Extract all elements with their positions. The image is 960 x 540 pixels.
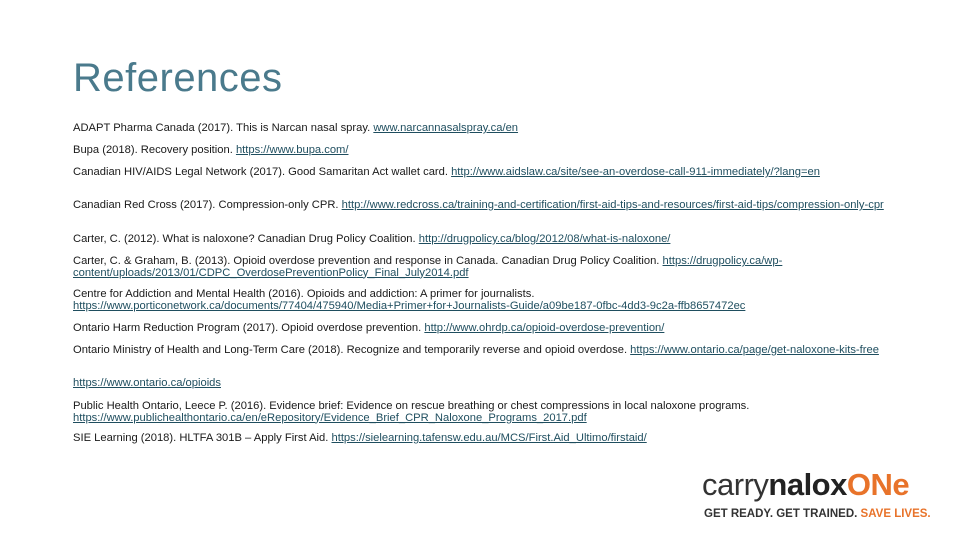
reference-item [73, 200, 893, 212]
reference-item [73, 378, 893, 390]
reference-item [73, 256, 893, 279]
reference-item [73, 323, 893, 335]
page-title: References [73, 56, 283, 100]
reference-link[interactable]: https://www.ontario.ca/opioids [73, 377, 221, 389]
reference-link[interactable]: https://www.ontario.ca/page/get-naloxone-kits-free [630, 344, 879, 356]
reference-text: Carter, C. (2012). What is naloxone? Canadian Drug Policy Coalition. [73, 233, 419, 245]
reference-text: Public Health Ontario, Leece P. (2016). Evidence brief: Evidence on rescue breathing or chest compressions in local naloxone programs. [73, 400, 750, 412]
logo-one: ONe [846, 467, 910, 502]
reference-item [73, 234, 893, 246]
reference-item [73, 289, 893, 312]
logo-carry: carry [702, 467, 769, 502]
reference-link[interactable]: https://www.publichealthontario.ca/en/eRepository/Evidence_Brief_CPR_Naloxone_Programs_2017.pdf [73, 411, 587, 424]
reference-item [73, 123, 893, 135]
reference-text: Carter, C. & Graham, B. (2013). Opioid overdose prevention and response in Canada. Canadian Drug Policy Coalition. [73, 255, 663, 267]
reference-text: Ontario Harm Reduction Program (2017). Opioid overdose prevention. [73, 322, 425, 334]
logo-wordmark [702, 468, 909, 502]
reference-link[interactable]: http://www.ohrdp.ca/opioid-overdose-prevention/ [424, 322, 665, 334]
reference-link[interactable]: http://drugpolicy.ca/blog/2012/08/what-is-naloxone/ [418, 233, 671, 245]
reference-link[interactable]: www.narcannasalspray.ca/en [373, 122, 519, 134]
reference-text: Canadian Red Cross (2017). Compression-only CPR. [73, 199, 342, 211]
reference-text: Bupa (2018). Recovery position. [73, 144, 236, 156]
reference-item [73, 345, 893, 357]
reference-link[interactable]: http://www.redcross.ca/training-and-certification/first-aid-tips-and-resources/first-aid-tips/compression-only-cpr [341, 199, 884, 211]
reference-link[interactable]: https://www.porticonetwork.ca/documents/77404/475940/Media+Primer+for+Journalists-Guide/a09be187-0fbc-4dd3-9c2a-ffb8657472ec [73, 299, 746, 312]
reference-link[interactable]: https://drugpolicy.ca/wp-content/uploads/2013/01/CDPC_OverdosePreventionPolicy_Final_July2014.pdf [73, 255, 783, 279]
reference-text: Ontario Ministry of Health and Long-Term Care (2018). Recognize and temporarily reverse and opioid overdose. [73, 344, 631, 356]
reference-item [73, 167, 893, 179]
tagline-accent: SAVE LIVES. [860, 508, 931, 520]
reference-item [73, 145, 893, 157]
reference-text: Centre for Addiction and Mental Health (2016). Opioids and addiction: A primer for journalists. [73, 288, 535, 300]
tagline-main: GET READY. GET TRAINED. [704, 508, 861, 520]
reference-link[interactable]: https://sielearning.tafensw.edu.au/MCS/First.Aid_Ultimo/firstaid/ [331, 432, 647, 444]
logo-tagline [704, 508, 931, 520]
reference-text: ADAPT Pharma Canada (2017). This is Narcan nasal spray. [73, 122, 374, 134]
carrynaloxone-logo [702, 468, 942, 528]
reference-item [73, 433, 893, 445]
reference-text: SIE Learning (2018). HLTFA 301B – Apply First Aid. [73, 432, 332, 444]
reference-link[interactable]: https://www.bupa.com/ [235, 144, 349, 156]
reference-text: Canadian HIV/AIDS Legal Network (2017). Good Samaritan Act wallet card. [73, 166, 452, 178]
reference-item [73, 401, 893, 424]
reference-link[interactable]: http://www.aidslaw.ca/site/see-an-overdose-call-911-immediately/?lang=en [451, 166, 820, 178]
logo-nalox: nalox [768, 467, 847, 502]
